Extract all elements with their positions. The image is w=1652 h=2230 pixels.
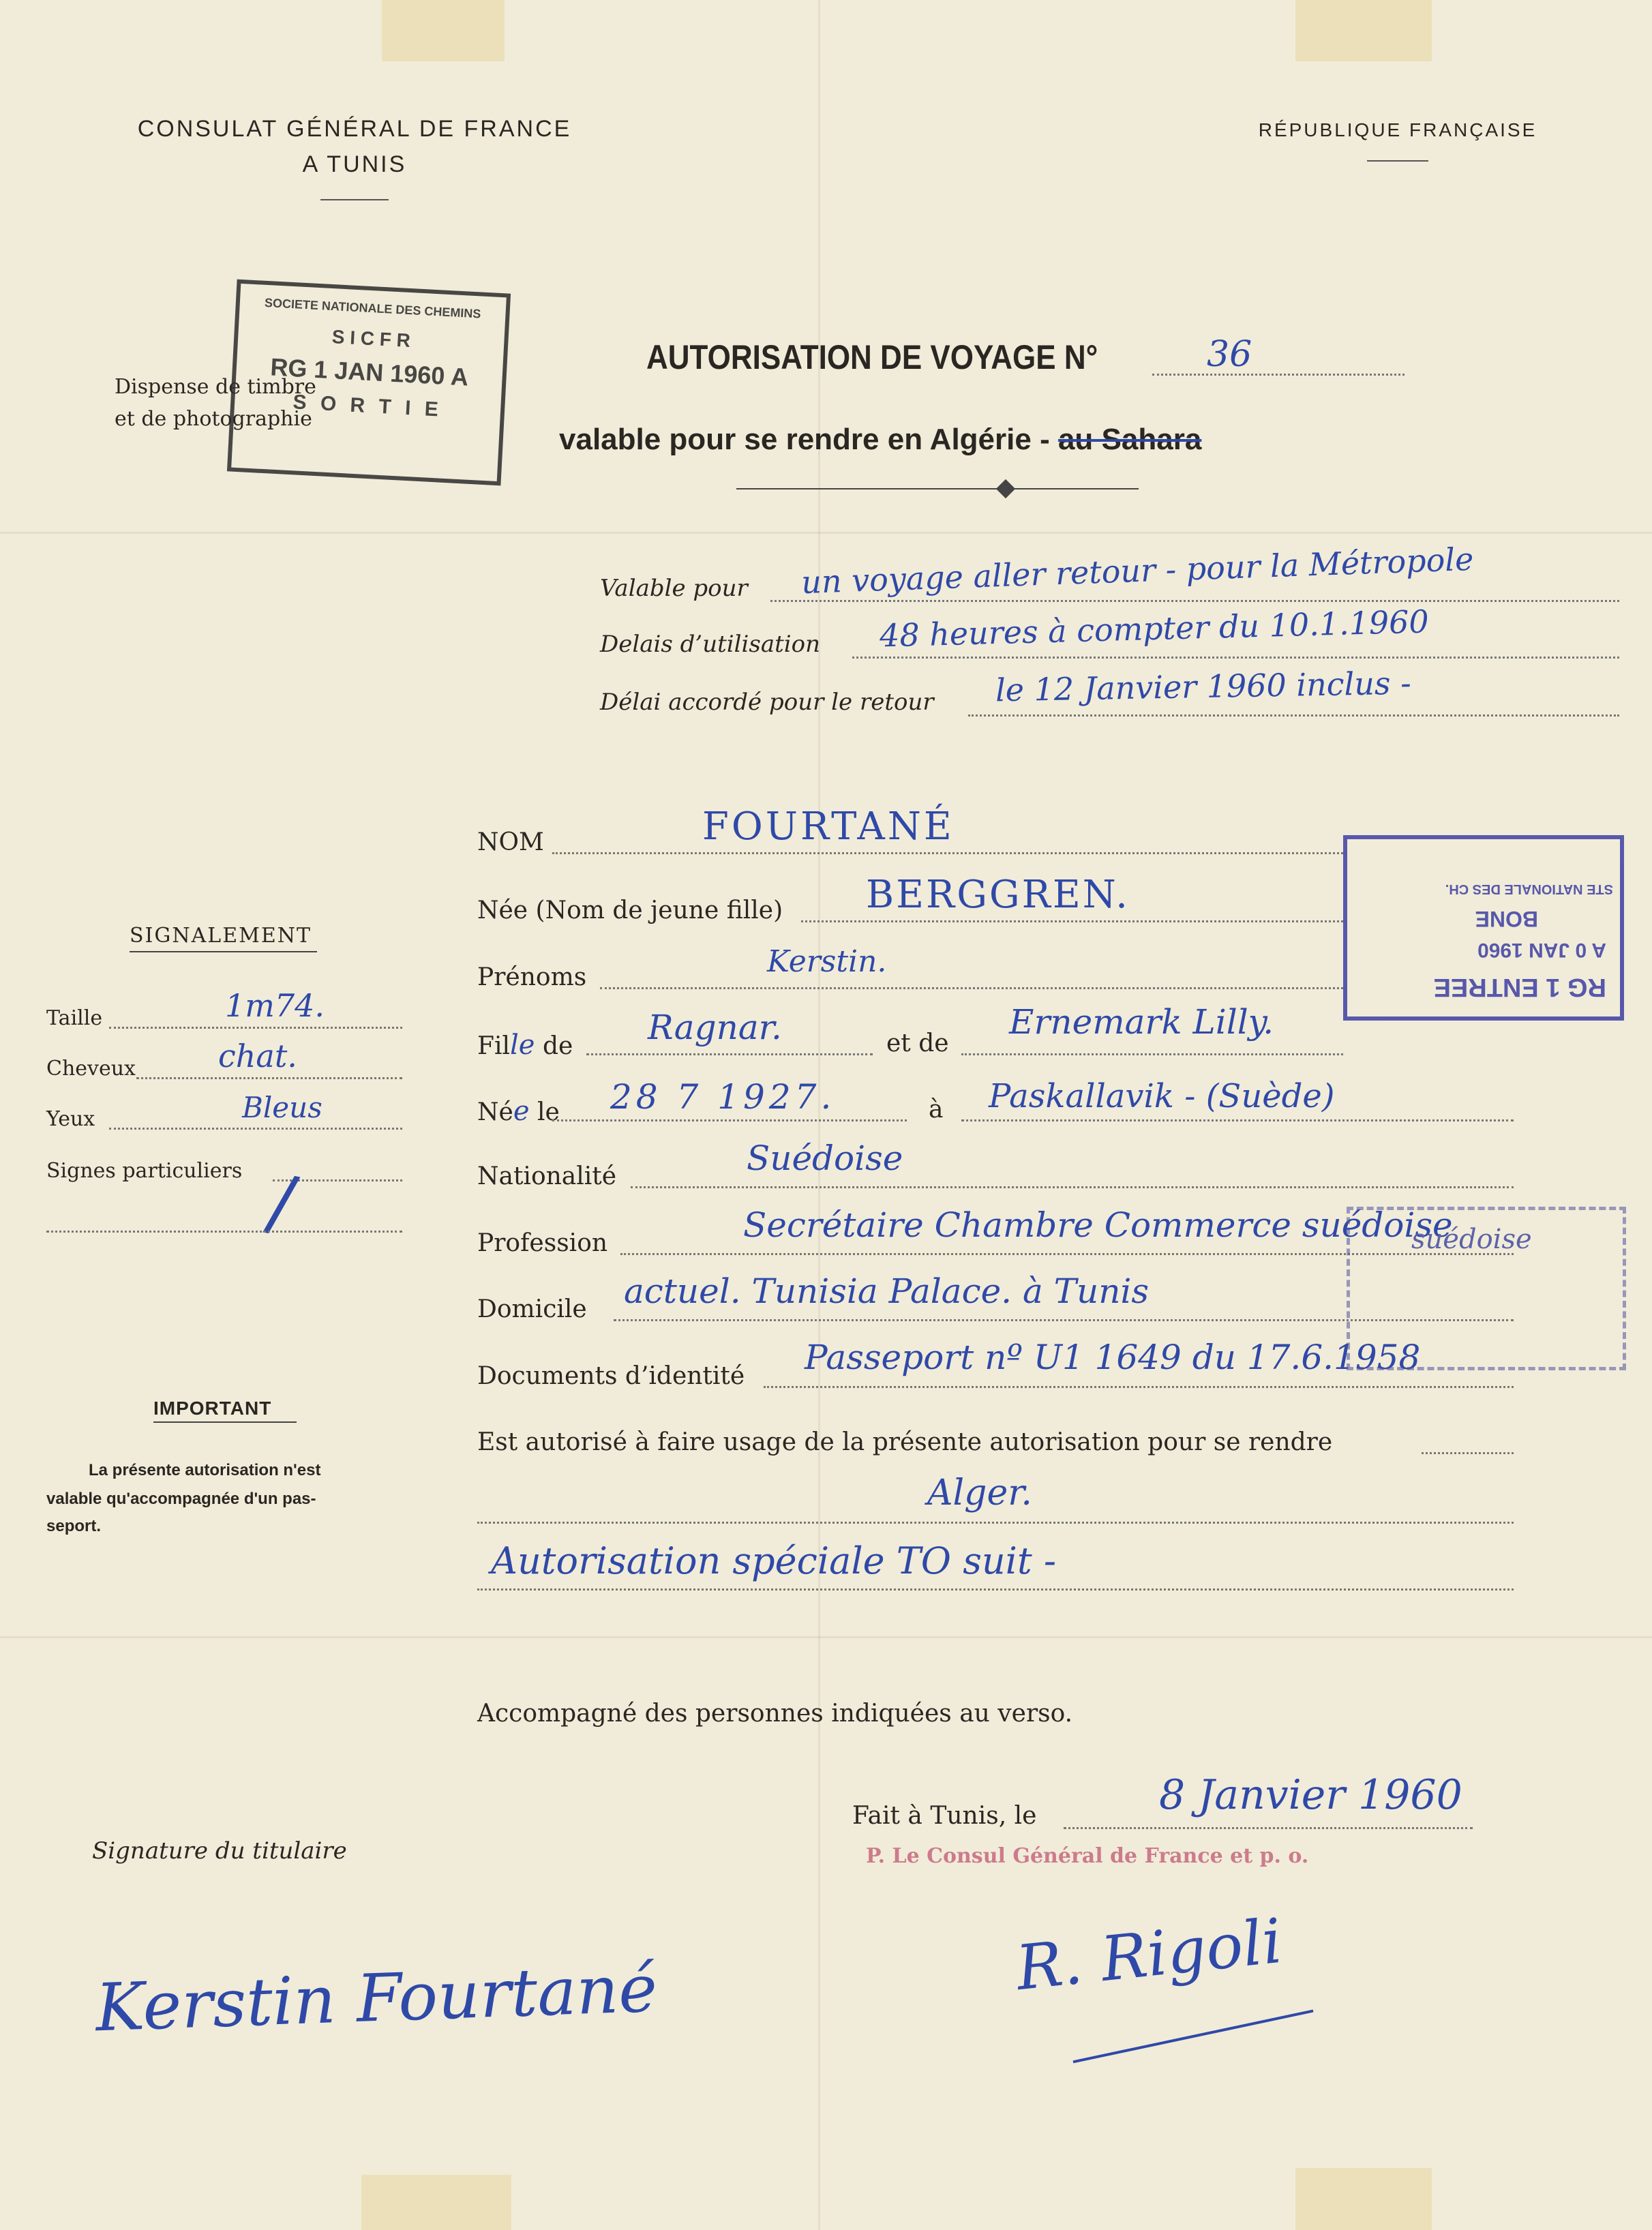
paper-fold-horizontal xyxy=(0,1636,1652,1638)
valable-line xyxy=(770,600,1619,602)
validity-destination-line: valable pour se rendre en Algérie - au Sahara xyxy=(559,423,1202,456)
autorise-line xyxy=(1422,1452,1514,1454)
tape-strip xyxy=(361,2175,511,2230)
consulate-name: CONSULAT GÉNÉRAL DE FRANCE xyxy=(137,116,572,142)
ne-label: Née le xyxy=(477,1096,560,1127)
fait-label: Fait à Tunis, le xyxy=(852,1802,1037,1830)
profession-value: Secrétaire Chambre Commerce suédoise xyxy=(743,1205,1453,1245)
et-de-label: et de xyxy=(886,1029,949,1057)
nom-value: FOURTANÉ xyxy=(702,804,955,849)
consul-signature-flourish xyxy=(1073,2010,1314,2064)
struck-sahara: au Sahara xyxy=(1057,423,1202,456)
consulate-city: A TUNIS xyxy=(302,151,407,177)
date-naissance-value: 28 7 1927. xyxy=(610,1077,836,1117)
lieu-naissance-line xyxy=(961,1119,1514,1121)
taille-value: 1m74. xyxy=(225,987,325,1024)
a-label: à xyxy=(929,1096,944,1124)
domicile-label: Domicile xyxy=(477,1295,587,1323)
mere-value: Ernemark Lilly. xyxy=(1009,1002,1274,1042)
documents-line xyxy=(764,1386,1514,1388)
title-rule-ornament xyxy=(996,479,1015,498)
special-line xyxy=(477,1588,1514,1591)
autorise-label: Est autorisé à faire usage de la présente autorisation pour se rendre xyxy=(477,1428,1333,1456)
header-rule xyxy=(320,199,389,200)
valable-value: un voyage aller retour - pour la Métropole xyxy=(800,540,1475,601)
dispense-line1: Dispense de timbre xyxy=(115,375,316,399)
nom-label: NOM xyxy=(477,828,544,856)
date-naissance-line xyxy=(552,1119,907,1121)
destination-line xyxy=(477,1522,1514,1524)
nee-line xyxy=(801,920,1343,922)
prenoms-label: Prénoms xyxy=(477,963,587,991)
nationalite-label: Nationalité xyxy=(477,1162,617,1190)
entry-stamp: RG 1 ENTREE A 0 JAN 1960 BONE STE NATIONALE DES CH. xyxy=(1343,835,1624,1021)
signes-label: Signes particuliers xyxy=(46,1159,243,1183)
delais-label: Delais d’utilisation xyxy=(600,631,821,658)
yeux-value: Bleus xyxy=(242,1091,322,1124)
documents-value: Passeport nº U1 1649 du 17.6.1958 xyxy=(805,1338,1421,1377)
domicile-value: actuel. Tunisia Palace. à Tunis xyxy=(624,1271,1150,1311)
important-line1: La présente autorisation n'est xyxy=(89,1461,321,1479)
holder-signature: Kerstin Fourtané xyxy=(94,1950,659,2047)
pere-line xyxy=(586,1053,873,1055)
taille-label: Taille xyxy=(46,1006,103,1030)
cheveux-line xyxy=(136,1077,402,1079)
tape-strip xyxy=(382,0,505,61)
fait-line xyxy=(1064,1827,1473,1829)
nee-label: Née (Nom de jeune fille) xyxy=(477,896,783,924)
nationalite-line xyxy=(631,1186,1514,1188)
taille-line xyxy=(109,1027,402,1029)
accompagne-note: Accompagné des personnes indiquées au verso. xyxy=(477,1700,1073,1728)
fils-label: Fille de xyxy=(477,1029,573,1061)
important-underline xyxy=(153,1421,297,1423)
dispense-line2: et de photographie xyxy=(115,407,312,431)
prenoms-value: Kerstin. xyxy=(767,944,887,979)
exit-stamp: SOCIETE NATIONALE DES CHEMINS S I C F R RG 1 JAN 1960 A S O R T I E xyxy=(227,280,511,486)
document-title: AUTORISATION DE VOYAGE N° xyxy=(646,338,1098,376)
special-value: Autorisation spéciale TO suit - xyxy=(491,1539,1057,1582)
destination-value: Alger. xyxy=(927,1473,1032,1513)
yeux-label: Yeux xyxy=(46,1107,95,1131)
tape-strip xyxy=(1295,0,1432,61)
header-rule xyxy=(1367,160,1428,162)
signalement-underline xyxy=(130,951,317,952)
nom-line xyxy=(552,852,1343,854)
signature-titulaire-label: Signature du titulaire xyxy=(92,1837,347,1865)
profession-label: Profession xyxy=(477,1229,608,1257)
fait-date: 8 Janvier 1960 xyxy=(1159,1771,1462,1819)
important-line3: seport. xyxy=(46,1517,102,1535)
documents-label: Documents d’identité xyxy=(477,1362,745,1390)
important-heading: IMPORTANT xyxy=(153,1398,272,1419)
signes-line-2 xyxy=(46,1231,402,1233)
important-line2: valable qu'accompagnée d'un pas- xyxy=(46,1490,316,1508)
consul-stamp: P. Le Consul Général de France et p. o. xyxy=(866,1844,1309,1868)
tape-strip xyxy=(1295,2168,1432,2230)
cheveux-label: Cheveux xyxy=(46,1057,136,1081)
signalement-heading: SIGNALEMENT xyxy=(130,924,312,948)
authorization-number: 36 xyxy=(1207,334,1252,375)
title-rule xyxy=(736,488,1139,489)
prenoms-line xyxy=(600,987,1343,989)
nee-value: BERGGREN. xyxy=(866,873,1130,917)
paper-fold-horizontal xyxy=(0,532,1652,534)
mere-line xyxy=(961,1053,1343,1055)
pere-value: Ragnar. xyxy=(648,1008,782,1047)
lieu-naissance-value: Paskallavik - (Suède) xyxy=(989,1077,1335,1115)
signes-value: / xyxy=(260,1157,303,1248)
retour-label: Délai accordé pour le retour xyxy=(600,689,934,716)
retour-line xyxy=(968,714,1619,717)
faded-stamp: suédoise xyxy=(1347,1207,1626,1370)
delais-line xyxy=(852,657,1619,659)
consul-signature: R. Rigoli xyxy=(1012,1905,1286,2005)
valable-label: Valable pour xyxy=(600,575,748,602)
yeux-line xyxy=(109,1128,402,1130)
nationalite-value: Suédoise xyxy=(747,1139,903,1178)
cheveux-value: chat. xyxy=(218,1038,297,1074)
delais-value: 48 heures à compter du 10.1.1960 xyxy=(879,603,1430,654)
republic-heading: RÉPUBLIQUE FRANÇAISE xyxy=(1258,119,1537,140)
title-number-line xyxy=(1152,374,1405,376)
retour-value: le 12 Janvier 1960 inclus - xyxy=(995,664,1412,709)
